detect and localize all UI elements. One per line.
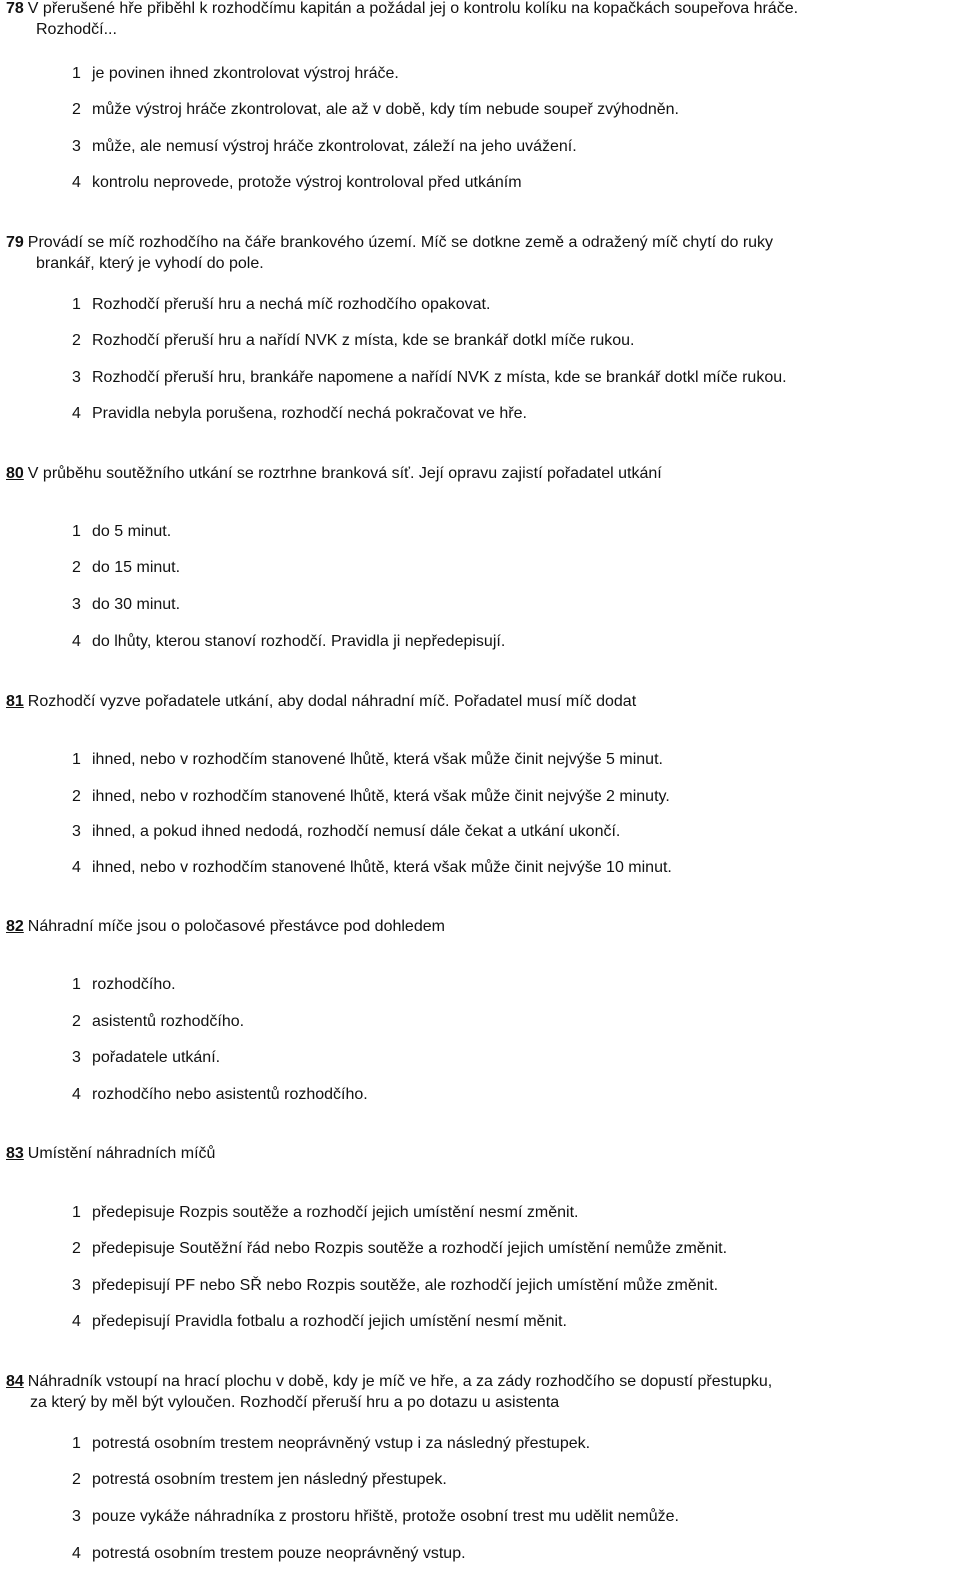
option-3: 3 ihned, a pokud ihned nedodá, rozhodčí nemusí dále čekat a utkání ukončí. (72, 823, 621, 840)
question-number: 84 (6, 1373, 24, 1390)
option-3: 3 předepisují PF nebo SŘ nebo Rozpis soutěže, ale rozhodčí jejich umístění může změnit. (72, 1277, 719, 1294)
option-2: 2 potrestá osobním trestem jen následný přestupek. (72, 1471, 447, 1488)
question-text-line1: Náhradník vstoupí na hrací plochu v době, kdy je míč ve hře, a za zády rozhodčího se dopustí přestupku, (27, 1373, 773, 1390)
question-number: 80 (6, 465, 24, 482)
question-header (0, 691, 950, 712)
question-number: 82 (6, 918, 24, 935)
question-number: 79 (6, 234, 24, 251)
question-text-line1: Náhradní míče jsou o poločasové přestávce pod dohledem (27, 918, 445, 935)
question-text-line2: za který by měl být vyloučen. Rozhodčí přeruší hru a po dotazu u asistenta (30, 1394, 560, 1411)
question-header (0, 0, 950, 40)
option-4: 4 předepisují Pravidla fotbalu a rozhodčí jejich umístění nesmí měnit. (72, 1313, 567, 1330)
option-1: 1 předepisuje Rozpis soutěže a rozhodčí jejich umístění nesmí změnit. (72, 1204, 579, 1221)
question-header (0, 463, 950, 484)
question-header (0, 232, 950, 274)
option-3: 3 Rozhodčí přeruší hru, brankáře napomene a nařídí NVK z místa, kde se brankář dotkl míče rukou. (72, 369, 787, 386)
option-1: 1 ihned, nebo v rozhodčím stanovené lhůtě, která však může činit nejvýše 5 minut. (72, 751, 663, 768)
question-text-line1: V přerušené hře přiběhl k rozhodčímu kapitán a požádal jej o kontrolu kolíku na kopačkách soupeřova hráče. (27, 0, 799, 17)
option-1: 1 do 5 minut. (72, 523, 172, 540)
option-2: 2 Rozhodčí přeruší hru a nařídí NVK z místa, kde se brankář dotkl míče rukou. (72, 332, 635, 349)
option-3: 3 do 30 minut. (72, 596, 181, 613)
option-2: 2 asistentů rozhodčího. (72, 1013, 245, 1030)
question-81 (0, 691, 950, 712)
option-3: 3 pouze vykáže náhradníka z prostoru hřiště, protože osobní trest mu udělit nemůže. (72, 1508, 679, 1525)
question-82 (0, 916, 950, 937)
option-2: 2 předepisuje Soutěžní řád nebo Rozpis soutěže a rozhodčí jejich umístění nemůže změnit. (72, 1240, 728, 1257)
question-number: 83 (6, 1145, 24, 1162)
question-78 (0, 0, 950, 40)
option-2: 2 ihned, nebo v rozhodčím stanovené lhůtě, která však může činit nejvýše 2 minuty. (72, 788, 670, 805)
question-text-line1: V průběhu soutěžního utkání se roztrhne branková síť. Její opravu zajistí pořadatel utkání (27, 465, 662, 482)
option-4: 4 potrestá osobním trestem pouze neoprávněný vstup. (72, 1545, 466, 1562)
option-1: 1 Rozhodčí přeruší hru a nechá míč rozhodčího opakovat. (72, 296, 491, 313)
option-4: 4 rozhodčího nebo asistentů rozhodčího. (72, 1086, 368, 1103)
option-4: 4 do lhůty, kterou stanoví rozhodčí. Pravidla ji nepředepisují. (72, 633, 506, 650)
question-text-line1: Provádí se míč rozhodčího na čáře brankového území. Míč se dotkne země a odražený míč chytí do ruky (27, 234, 774, 251)
question-84 (0, 1371, 950, 1413)
question-text-line2: brankář, který je vyhodí do pole. (36, 255, 264, 272)
question-number: 78 (6, 0, 24, 17)
question-header (0, 1143, 950, 1164)
option-4: 4 kontrolu neprovede, protože výstroj kontroloval před utkáním (72, 174, 522, 191)
option-1: 1 rozhodčího. (72, 976, 176, 993)
question-number: 81 (6, 693, 24, 710)
option-1: 1 je povinen ihned zkontrolovat výstroj hráče. (72, 65, 399, 82)
question-text-line1: Rozhodčí vyzve pořadatele utkání, aby dodal náhradní míč. Pořadatel musí míč dodat (27, 693, 637, 710)
option-1: 1 potrestá osobním trestem neoprávněný vstup i za následný přestupek. (72, 1435, 591, 1452)
option-3: 3 může, ale nemusí výstroj hráče zkontrolovat, záleží na jeho uvážení. (72, 138, 577, 155)
question-79 (0, 232, 950, 274)
option-2: 2 do 15 minut. (72, 559, 181, 576)
question-80 (0, 463, 950, 484)
question-text-line1: Umístění náhradních míčů (27, 1145, 216, 1162)
option-4: 4 Pravidla nebyla porušena, rozhodčí nechá pokračovat ve hře. (72, 405, 527, 422)
option-4: 4 ihned, nebo v rozhodčím stanovené lhůtě, která však může činit nejvýše 10 minut. (72, 859, 672, 876)
option-3: 3 pořadatele utkání. (72, 1049, 221, 1066)
question-text-line2: Rozhodčí... (36, 21, 117, 38)
question-83 (0, 1143, 950, 1164)
option-2: 2 může výstroj hráče zkontrolovat, ale až v době, kdy tím nebude soupeř zvýhodněn. (72, 101, 679, 118)
question-header (0, 916, 950, 937)
question-header (0, 1371, 950, 1413)
